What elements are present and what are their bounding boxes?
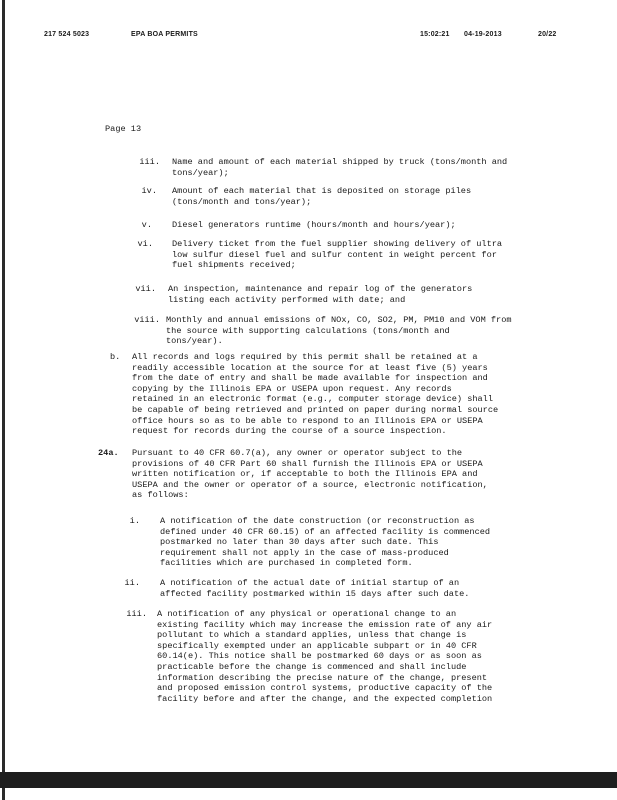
item-vii-line: listing each activity performed with date; and xyxy=(168,294,406,305)
subitem-ii-line: affected facility postmarked within 15 days after such date. xyxy=(160,588,470,599)
item-vi-line: low sulfur diesel fuel and sulfur content in weight percent for xyxy=(172,249,497,260)
item-text-iii xyxy=(172,157,507,178)
item-vi-line: Delivery ticket from the fuel supplier showing delivery of ultra xyxy=(172,239,503,249)
section-b-label: b. xyxy=(110,352,121,362)
subitem-iii-line: practicable before the change is commenced and shall include xyxy=(157,661,467,672)
item-label-viii: viii. xyxy=(134,315,160,325)
item-vi-line: fuel shipments received; xyxy=(172,260,296,271)
item-text-vi xyxy=(172,239,502,271)
item-text-iv xyxy=(172,186,471,207)
item-label-v: v. xyxy=(141,220,152,230)
section-b-line: copying by the Illinois EPA or USEPA upon request. Any records xyxy=(132,383,452,394)
subitem-text-i xyxy=(160,516,490,569)
subitem-iii-line: pollutant to which a standard applies, unless that change is xyxy=(157,630,467,641)
section-24a-line: written notification or, if acceptable to both the Illinois EPA and xyxy=(132,469,478,480)
item-vii-line: An inspection, maintenance and repair log of the generators xyxy=(168,284,473,294)
subitem-iii-line: specifically exempted under an applicable subpart or in 40 CFR xyxy=(157,640,477,651)
section-b-line: from the date of entry and shall be made available for inspection and xyxy=(132,373,488,384)
subitem-iii-line: A notification of any physical or operational change to an xyxy=(157,609,457,619)
item-text-v xyxy=(172,220,456,231)
subitem-iii-line: 60.14(e). This notice shall be postmarked 60 days or as soon as xyxy=(157,651,482,662)
fax-page-number: 20/22 xyxy=(538,31,557,38)
section-b-text xyxy=(132,352,498,437)
subitem-label-i: i. xyxy=(129,516,140,526)
subitem-iii-line: information describing the precise nature of the change, present xyxy=(157,672,488,683)
fax-sender: EPA BOA PERMITS xyxy=(131,31,198,38)
item-iii-line: Name and amount of each material shipped by truck (tons/month and xyxy=(172,157,508,167)
item-label-iii: iii. xyxy=(139,157,160,167)
subitem-i-line: defined under 40 CFR 60.15) of an affected facility is commenced xyxy=(160,526,491,537)
item-label-vi: vi. xyxy=(137,239,153,249)
page-label: Page 13 xyxy=(105,124,142,134)
section-b-line: readily accessible location at the source for at least five (5) years xyxy=(132,362,488,373)
subitem-i-line: requirement shall not apply in the case of mass-produced xyxy=(160,547,449,558)
section-24a-line: as follows: xyxy=(132,490,189,501)
fax-phone: 217 524 5023 xyxy=(44,31,90,38)
item-label-iv: iv. xyxy=(141,186,157,196)
section-b-line: retained in an electronic format (e.g., computer storage device) shall xyxy=(132,394,493,405)
fax-date: 04-19-2013 xyxy=(464,31,502,38)
item-viii-line: tons/year). xyxy=(166,336,223,347)
scan-edge-left xyxy=(2,0,5,800)
subitem-label-iii: iii. xyxy=(126,609,147,619)
section-24a-label: 24a. xyxy=(98,448,119,458)
section-b-line: request for records during the course of a source inspection. xyxy=(132,426,447,437)
item-label-vii: vii. xyxy=(135,284,156,294)
item-text-vii xyxy=(168,284,472,305)
subitem-i-line: facilities which are purchased in completed form. xyxy=(160,558,413,569)
subitem-text-iii xyxy=(157,609,492,704)
section-24a-text xyxy=(132,448,488,501)
subitem-ii-line: A notification of the actual date of initial startup of an xyxy=(160,578,460,588)
subitem-text-ii xyxy=(160,578,469,599)
subitem-label-ii: ii. xyxy=(124,578,140,588)
subitem-i-line: A notification of the date construction (or reconstruction as xyxy=(160,516,475,526)
section-b-line: office hours so as to be able to respond to an Illinois EPA or USEPA xyxy=(132,415,483,426)
item-iii-line: tons/year); xyxy=(172,167,229,178)
item-v-line: Diesel generators runtime (hours/month and hours/year); xyxy=(172,220,456,230)
section-24a-line: USEPA and the owner or operator of a source, electronic notification, xyxy=(132,479,488,490)
fax-time: 15:02:21 xyxy=(420,31,450,38)
item-viii-line: Monthly and annual emissions of NOx, CO, SO2, PM, PM10 and VOM from xyxy=(166,315,512,325)
item-text-viii xyxy=(166,315,512,347)
scan-edge-bottom xyxy=(0,772,617,788)
subitem-iii-line: and proposed emission control systems, productive capacity of the xyxy=(157,683,493,694)
section-b-line: be capable of being retrieved and printed on paper during normal source xyxy=(132,404,499,415)
item-iv-line: Amount of each material that is deposited on storage piles xyxy=(172,186,472,196)
subitem-iii-line: facility before and after the change, and the expected completion xyxy=(157,693,493,704)
item-viii-line: the source with supporting calculations (tons/month and xyxy=(166,325,450,336)
section-24a-line: Pursuant to 40 CFR 60.7(a), any owner or operator subject to the xyxy=(132,448,463,458)
subitem-iii-line: existing facility which may increase the emission rate of any air xyxy=(157,619,493,630)
section-24a-line: provisions of 40 CFR Part 60 shall furnish the Illinois EPA or USEPA xyxy=(132,458,483,469)
subitem-i-line: postmarked no later than 30 days after such date. This xyxy=(160,537,439,548)
item-iv-line: (tons/month and tons/year); xyxy=(172,196,312,207)
section-b-line: All records and logs required by this permit shall be retained at a xyxy=(132,352,478,362)
